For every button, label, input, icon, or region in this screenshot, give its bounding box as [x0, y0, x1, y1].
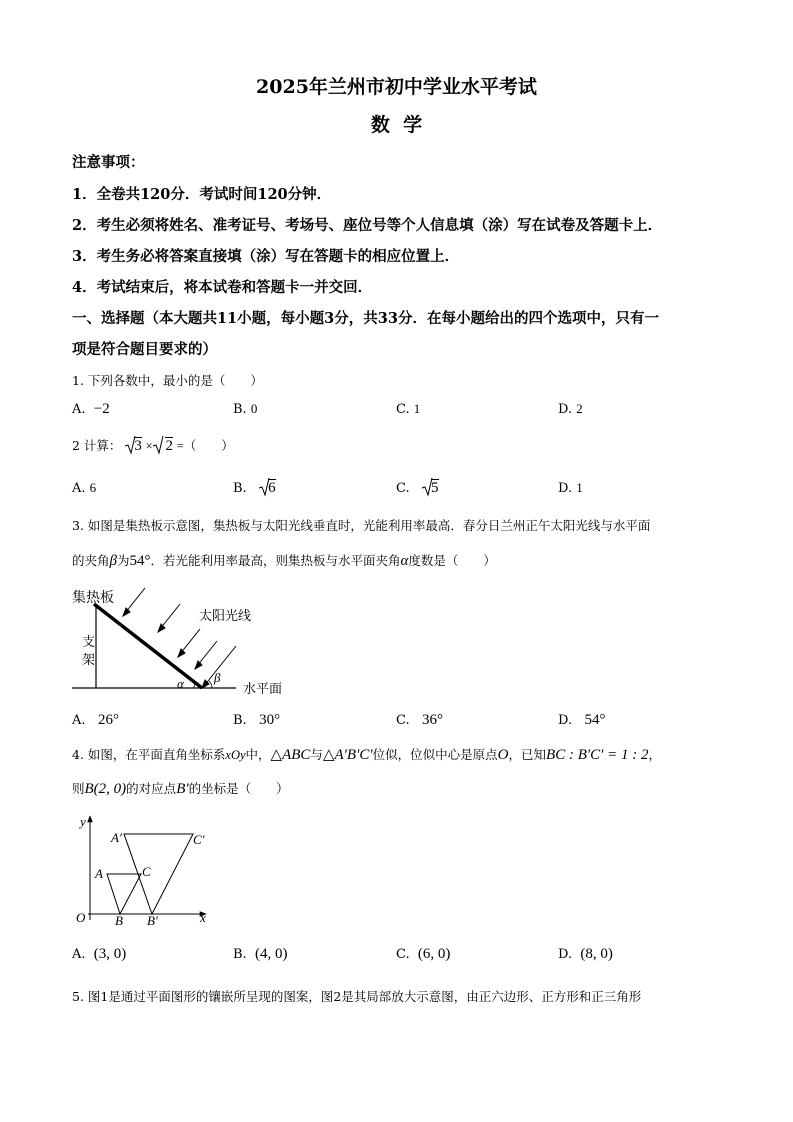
question-1-stem: 1. 下列各数中，最小的是（ ）	[72, 373, 263, 388]
q2-option-a: A. 6	[72, 480, 97, 496]
label-a: A	[95, 866, 103, 881]
label-c-prime: C′	[193, 832, 205, 847]
triangle-abc	[107, 874, 141, 914]
q3-option-c: C. 36°	[396, 712, 444, 728]
radical-sign-icon	[153, 436, 163, 454]
radical-sign-icon	[125, 436, 135, 454]
q3-option-d: D. 54°	[558, 712, 606, 728]
note-item: 4．考试结束后，将本试卷和答题卡一并交回．	[72, 279, 373, 296]
note-item: 1．全卷共120分．考试时间120分钟．	[72, 186, 332, 203]
q1-option-a: A. −2	[72, 401, 110, 417]
label-ground: 水平面	[243, 681, 283, 696]
q4-option-c: C. (6, 0)	[396, 946, 451, 962]
question-4-stem-line1: 4. 如图，在平面直角坐标系xOy中，△ABC与△A′B′C′位似，位似中心是原点O，已知BC : B′C′ = 1 : 2，	[72, 747, 662, 763]
question-2-stem: 2 计算： 3 × 2 =（ ）	[72, 438, 234, 454]
note-item: 3．考生务必将答案直接填（涂）写在答题卡的相应位置上．	[72, 248, 460, 265]
question-3-stem-line2: 的夹角β为54°．若光能利用率最高，则集热板与水平面夹角α度数是（ ）	[72, 553, 496, 569]
label-beta: β	[214, 670, 221, 685]
label-b: B	[115, 913, 123, 928]
radical-sign-icon	[259, 478, 269, 496]
q3-option-b: B. 30°	[233, 712, 281, 728]
label-sunlight: 太阳光线	[199, 608, 252, 623]
q1-option-c: C. 1	[396, 401, 421, 417]
solar-panel-figure	[66, 586, 296, 698]
label-stand-2: 架	[82, 652, 96, 667]
subject-title: 数 学	[370, 114, 423, 136]
similar-triangles-figure	[66, 812, 216, 928]
sqrt-2: 2	[153, 438, 177, 454]
q4-option-a: A. (3, 0)	[72, 946, 127, 962]
notes-heading: 注意事项：	[72, 154, 145, 171]
question-3-stem-line1: 3. 如图是集热板示意图，集热板与太阳光线垂直时，光能利用率最高．春分日兰州正午太阳光线与水平面	[72, 518, 651, 533]
label-c: C	[142, 864, 151, 879]
label-b-prime: B′	[147, 913, 158, 928]
label-alpha: α	[177, 676, 184, 691]
section-heading-line1: 一、选择题（本大题共11小题，每小题3分，共33分．在每小题给出的四个选项中，只有一	[72, 310, 659, 327]
q3-option-a: A. 26°	[72, 712, 119, 728]
q2-option-c: C. 5	[396, 480, 439, 496]
note-item: 2．考生必须将姓名、准考证号、考场号、座位号等个人信息填（涂）写在试卷及答题卡上．	[72, 217, 663, 234]
q1-option-d: D. 2	[558, 401, 583, 417]
q2-option-b: B. 6	[233, 480, 276, 496]
q1-option-b: B. 0	[233, 401, 258, 417]
label-x: x	[200, 910, 206, 925]
label-o: O	[76, 910, 86, 925]
q4-option-b: B. (4, 0)	[233, 946, 288, 962]
q4-option-d: D. (8, 0)	[558, 946, 613, 962]
sqrt-3: 3	[125, 438, 145, 454]
page-title: 2025年兰州市初中学业水平考试	[256, 76, 537, 98]
label-y: y	[80, 814, 86, 829]
q2-option-d: D. 1	[558, 480, 583, 496]
section-heading-line2: 项是符合题目要求的）	[72, 341, 217, 358]
label-a-prime: A′	[111, 830, 122, 845]
question-5-stem-line1: 5. 图1是通过平面图形的镶嵌所呈现的图案，图2是其局部放大示意图，由正六边形、正方形和正三角形	[72, 989, 642, 1004]
question-4-stem-line2: 则B(2, 0)的对应点B′的坐标是（ ）	[72, 781, 289, 797]
label-stand-1: 支	[82, 634, 96, 649]
label-panel: 集热板	[72, 591, 114, 606]
radical-sign-icon	[422, 478, 432, 496]
